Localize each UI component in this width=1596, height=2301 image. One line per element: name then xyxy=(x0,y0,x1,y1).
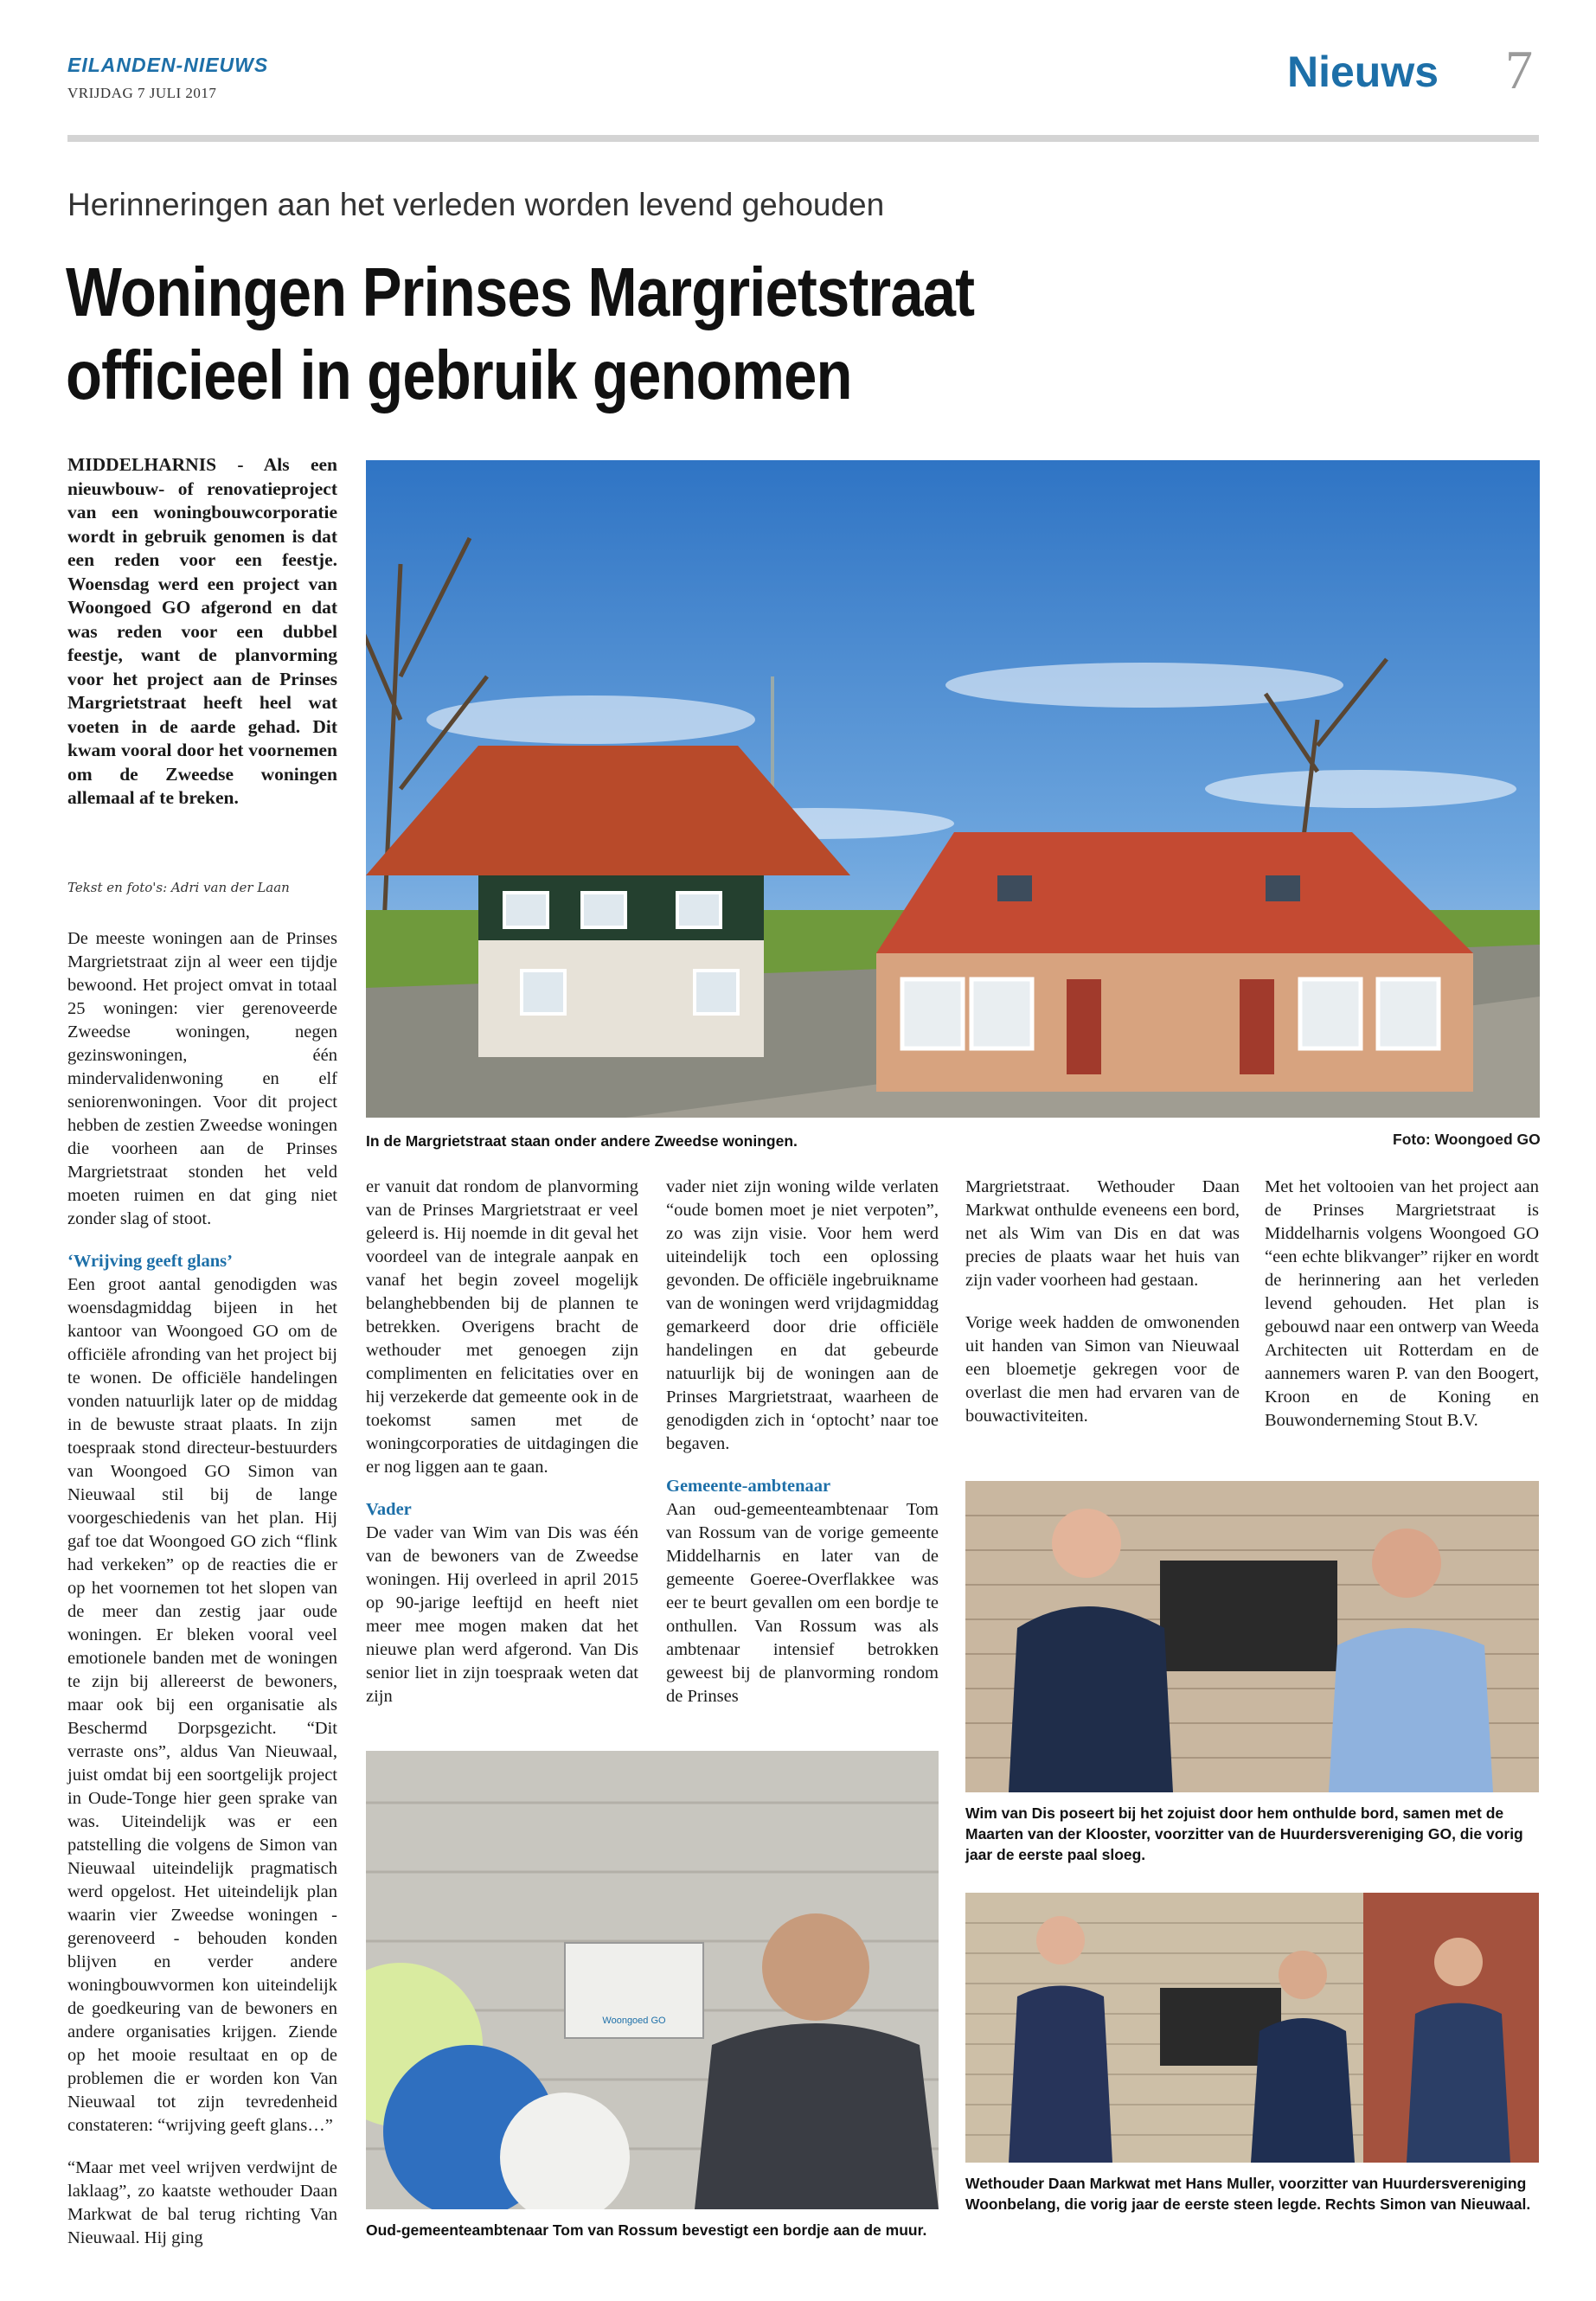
main-photo-caption: In de Margrietstraat staan onder andere Zweedse woningen. xyxy=(366,1132,798,1150)
subhead-vader: Vader xyxy=(366,1500,412,1519)
photo-wim-van-dis xyxy=(965,1481,1539,1792)
photo-tom-caption: Oud-gemeenteambtenaar Tom van Rossum bevestigt een bordje aan de muur. xyxy=(366,2221,927,2239)
col1-paragraph-1: De meeste woningen aan de Prinses Margrietstraat zijn al weer een tijdje bewoond. Het project omvat in totaal 25 woningen: vier gerenoveerde Zweedse woningen, negen gezinswoningen, één mindervalidenwoning en elf seniorenwoningen. Voor dit project hebben de zestien Zweedse woningen die voorheen aan de Prinses Margrietstraat stonden het veld moeten ruimen en dat ging niet zonder slag of stoot. xyxy=(67,929,337,1228)
col1-paragraph-3: “Maar met veel wrijven verdwijnt de laklaag”, zo kaatste wethouder Daan Markwat de bal terug richting Van Nieuwaal. Hij ging xyxy=(67,2158,337,2247)
col2-paragraph-1: er vanuit dat rondom de planvorming van de Prinses Margrietstraat er veel geleerd is. Hij noemde in dit geval het voordeel van de integrale aanpak en vanaf het begin zoveel mogelijk belanghebbenden bij de plannen te betrekken. Overigens bracht de wethouder met genoegen zijn complimenten en felicitaties over en hij verzekerde dat gemeente ook in de toekomst samen met de woningcorporaties de uitdagingen die er nog liggen aan te gaan. xyxy=(366,1177,638,1477)
main-photo-credit: Foto: Woongoed GO xyxy=(1393,1131,1541,1148)
col1-paragraph-2: Een groot aantal genodigden was woensdagmiddag bijeen in het kantoor van Woongoed GO om de officiële afronding van het project bij te wonen. De officiële handelingen vonden natuurlijk later op de middag in de bewuste straat plaats. In zijn toespraak stond directeur-bestuurders van Woongoed GO Simon van Nieuwaal stil bij de lange voorgeschiedenis van het plan. Hij gaf toe dat Woongoed GO zich “flink had verkeken” op de reacties die er op het voornemen tot het slopen van de meer dan zestig jaar oude woningen. Er bleken vooral veel emotionele banden met de woningen te zijn bij allereerst de bewoners, maar ook bij een organisatie als Beschermd Dorpsgezicht. “Dit verraste ons”, aldus Van Nieuwaal, juist omdat bij een soortgelijk project in Oude-Tonge hier geen sprake van was. Uiteindelijk was er een patstelling die volgens de Simon van Nieuwaal uiteindelijk pragmatisch werd opgelost. Het uiteindelijk plan waarin vier Zweedse woningen - gerenoveerd - behouden konden blijven en verder andere woningbouwvormen kon uiteindelijk de goedkeuring van de bewoners en andere organisaties krijgen. Ziende op het mooie resultaat en op de problemen die er worden kon Van Nieuwaal tot zijn tevredenheid constateren: “wrijving geeft glans…” xyxy=(67,1275,337,2135)
col3-paragraph-2: Aan oud-gemeenteambtenaar Tom van Rossum van de vorige gemeente Middelharnis en later van de gemeente Goeree-Overflakkee was eer te beurt gevallen om een bordje te onthullen. Van Rossum was als ambtenaar intensief betrokken geweest bij de planvorming rondom de Prinses xyxy=(666,1500,939,1706)
houses-illustration xyxy=(366,460,1540,1118)
photo-tom-van-rossum xyxy=(366,1751,939,2209)
column-4 xyxy=(965,1176,1240,1428)
col4-paragraph-2: Vorige week hadden de omwonenden uit handen van Simon van Nieuwaal een bloemetje gekregen voor de overlast die men had ervaren van de bouwactiviteiten. xyxy=(965,1313,1240,1426)
headline xyxy=(66,251,1182,417)
col5-paragraph-1: Met het voltooien van het project aan de Prinses Margrietstraat is Middelharnis volgens Woongoed GO “een echte blikvanger” rijker en wordt de herinnering aan het verleden levend gehouden. Het plan is gebouwd naar een ontwerp van Weeda Architecten uit Rotterdam en de aannemers waren P. van den Boogert, Kroon en de Koning en Bouwonderneming Stout B.V. xyxy=(1265,1177,1539,1430)
photo-daan-caption: Wethouder Daan Markwat met Hans Muller, voorzitter van Huurdersvereniging Woonbelang, die vorig jaar de eerste steen legde. Rechts Simon van Nieuwaal. xyxy=(965,2175,1531,2213)
photo-daan-markwat xyxy=(965,1893,1539,2163)
header-rule xyxy=(67,135,1539,142)
issue-date: VRIJDAG 7 JULI 2017 xyxy=(67,85,217,101)
main-photo-houses xyxy=(366,460,1540,1118)
col4-paragraph-1: Margrietstraat. Wethouder Daan Markwat onthulde eveneens een bord, net als Wim van Dis en dat was precies de plaats waar het huis van zijn vader voorheen had gestaan. xyxy=(965,1177,1240,1290)
column-1 xyxy=(67,927,337,2250)
section-title: Nieuws xyxy=(1287,48,1439,96)
brick-wall-portrait xyxy=(965,1481,1539,1792)
column-3 xyxy=(666,1176,939,1708)
subhead-wrijving: ‘Wrijving geeft glans’ xyxy=(67,1252,233,1271)
headline-line-2: officieel in gebruik genomen xyxy=(66,336,852,413)
column-5 xyxy=(1265,1176,1539,1433)
masthead: EILANDEN-NIEUWS xyxy=(67,54,269,76)
photo-wim-caption: Wim van Dis poseert bij het zojuist door hem onthulde bord, samen met de Maarten van der Klooster, voorzitter van de Huurdersvereniging GO, die vorig jaar de eerste paal sloeg. xyxy=(965,1804,1523,1863)
plaque-mounting-scene xyxy=(366,1751,939,2209)
plaque-logo: Woongoed GO xyxy=(602,2016,666,2026)
headline-line-1: Woningen Prinses Margrietstraat xyxy=(66,253,975,330)
kicker: Herinneringen aan het verleden worden levend gehouden xyxy=(67,187,885,222)
author-credit: Tekst en foto's: Adri van der Laan xyxy=(67,880,290,895)
page-number: 7 xyxy=(1505,39,1533,100)
group-portrait-wall xyxy=(965,1893,1539,2163)
column-2 xyxy=(366,1176,638,1708)
col3-paragraph-1: vader niet zijn woning wilde verlaten “oude bomen moet je niet verpoten”, zo was zijn visie. Voor hem werd uiteindelijk toch een oplossing gevonden. De officiële ingebruikname van de woningen werd vrijdagmiddag gemarkeerd door drie officiële handelingen en dat gebeurde natuurlijk bij de woningen aan de Prinses Margrietstraat, waarheen de genodigden zich in ‘optocht’ naar toe begaven. xyxy=(666,1177,939,1453)
col2-paragraph-2: De vader van Wim van Dis was één van de bewoners van de Zweedse woningen. Hij overleed in april 2015 op 90-jarige leeftijd en heeft niet meer mee mogen maken dat het nieuwe plan werd afgerond. Van Dis senior liet in zijn toespraak weten dat zijn xyxy=(366,1523,638,1706)
intro-lede: MIDDELHARNIS - Als een nieuwbouw- of renovatieproject van een woningbouwcorporatie wordt in gebruik genomen is dat een reden voor een feestje. Woensdag werd een project van Woongoed GO afgerond en dat was reden voor een dubbel feestje, want de planvorming voor het project aan de Prinses Margrietstraat heeft heel wat voeten in de aarde gehad. Dit kwam vooral door het voornemen om de Zweedse woningen allemaal af te breken. xyxy=(67,454,337,808)
subhead-gemeente: Gemeente-ambtenaar xyxy=(666,1477,831,1496)
